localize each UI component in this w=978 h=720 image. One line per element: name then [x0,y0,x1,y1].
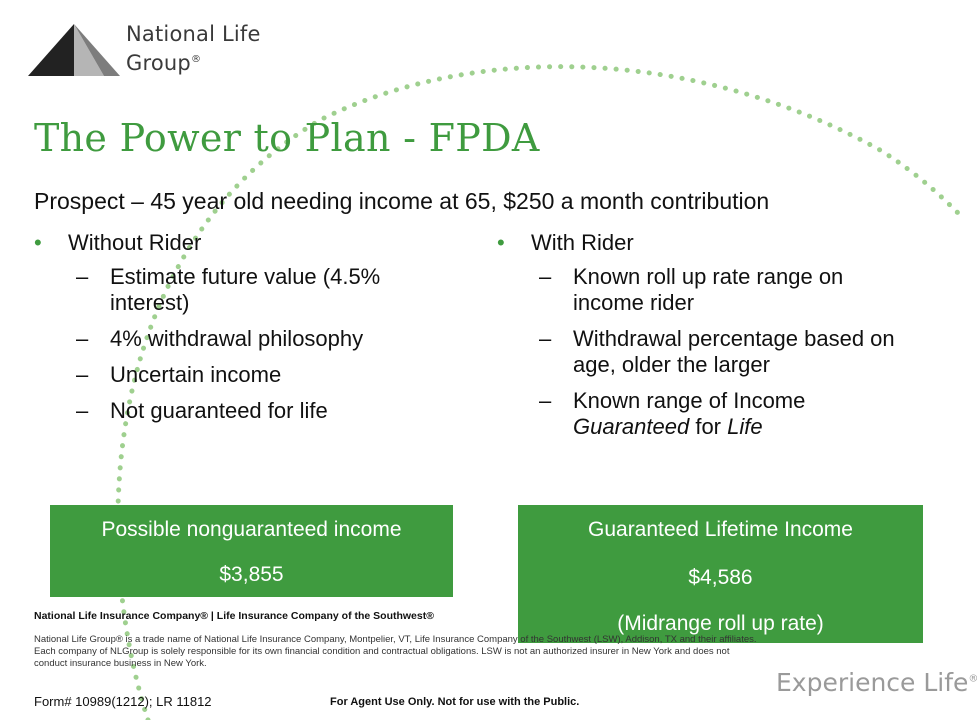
without-rider-heading [34,230,454,256]
list-item-text: Not guaranteed for life [110,398,328,423]
list-item [34,362,454,388]
list-item [34,398,454,424]
list-item [497,264,917,316]
disclaimer-companies: National Life Insurance Company® | Life Insurance Company of the Southwest® [34,610,434,622]
nonguaranteed-income-box [50,505,453,597]
box-value: $4,586 [688,566,753,589]
list-item-text: Uncertain income [110,362,282,387]
bullet-icon: • [34,230,42,255]
without-rider-column [34,230,454,434]
list-item-emphasis: Life [727,414,763,439]
list-item [497,326,917,378]
dash-icon: – [76,362,89,387]
box-label: Guaranteed Lifetime Income [588,518,853,541]
logo-line-1: National Life [126,22,261,46]
list-item-text: Withdrawal percentage based on age, older the larger [573,326,895,377]
list-item-text: 4% withdrawal philosophy [110,326,364,351]
dash-icon: – [76,326,89,351]
dash-icon: – [539,326,552,351]
box-value: $3,855 [219,563,284,586]
without-rider-heading-text: Without Rider [68,230,202,255]
list-item-text: Known roll up rate range on income rider [573,264,844,315]
list-item [497,388,917,440]
box-note: (Midrange roll up rate) [617,612,824,635]
list-item-text: Estimate future value (4.5% interest) [110,264,381,315]
tagline-text: Experience Life [776,668,969,697]
disclaimer-text: National Life Group® is a trade name of National Life Insurance Company, Montpelier, VT, Life Insurance Company of the Southwest (LSW), Addison, TX and their affiliates. Each company of NLGroup is solely responsible for its own financial condition and contractual obligations. LSW is not an authorized insurer in New York and does not conduct insurance business in New York. [34,634,757,669]
list-item [34,264,454,316]
with-rider-heading-text: With Rider [531,230,634,255]
slide-title: The Power to Plan - FPDA [34,116,540,160]
list-item-emphasis: Guaranteed [573,414,690,439]
dash-icon: – [539,388,552,413]
dash-icon: – [76,398,89,423]
logo-registered-mark: ® [190,54,202,65]
form-number: Form# 10989(1212); LR 11812 [34,694,212,709]
with-rider-column [497,230,917,450]
national-life-group-logo [28,22,261,82]
box-label: Possible nonguaranteed income [101,518,402,541]
tagline-registered-mark: ® [968,673,978,685]
experience-life-tagline [776,668,978,697]
list-item [34,326,454,352]
dash-icon: – [539,264,552,289]
logo-mark-icon [28,22,120,80]
slide-subtitle: Prospect – 45 year old needing income at 65, $250 a month contribution [34,188,770,214]
dash-icon: – [76,264,89,289]
list-item-prefix: Known range of Income [573,388,806,413]
agent-notice: For Agent Use Only. Not for use with the Public. [330,696,580,708]
logo-text [126,22,266,76]
with-rider-heading [497,230,917,256]
logo-line-2: Group [126,51,191,75]
guaranteed-income-box [518,505,923,643]
bullet-icon: • [497,230,505,255]
list-item-middle: for [695,414,722,439]
